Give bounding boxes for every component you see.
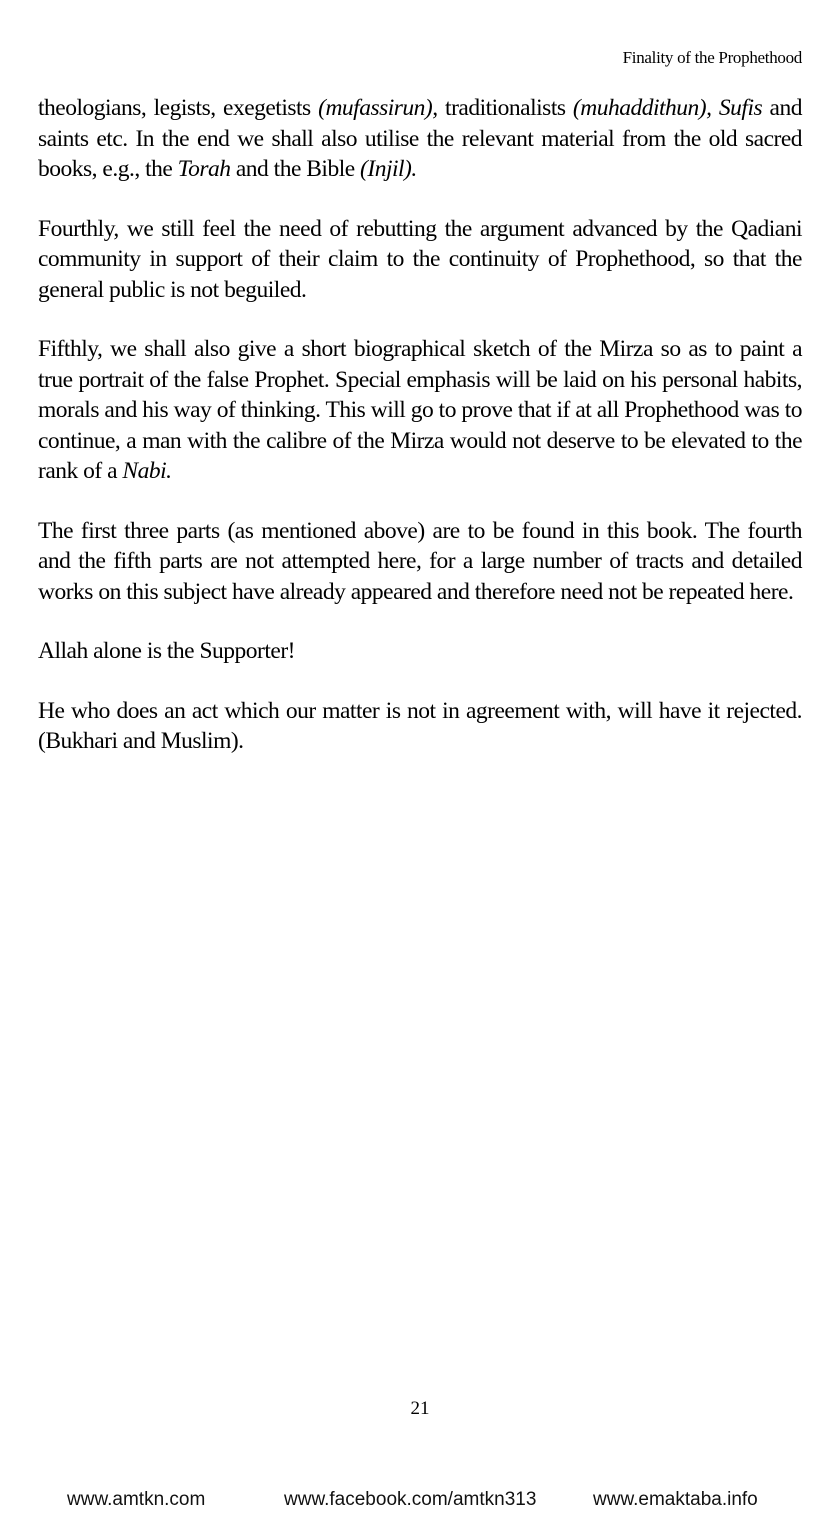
paragraph-5: Allah alone is the Supporter!	[38, 638, 295, 664]
paragraph-4: The first three parts (as mentioned above) are to be found in this book. The fourth and the fifth parts are not attempted here, for a large number of tracts and detailed works on this subject have already appeared and therefore need not be repeated here.	[38, 517, 802, 605]
paragraph-6: He who does an act which our matter is not in agreement with, will have it rejected. (Bukhari and Muslim).	[38, 697, 802, 754]
paragraph-2: Fourthly, we still feel the need of rebutting the argument advanced by the Qadiani community in support of their claim to the continuity of Prophethood, so that the general public is not beguiled.	[38, 215, 802, 303]
italic-term: Torah	[177, 156, 231, 182]
main-text	[38, 93, 802, 757]
footer-link-facebook[interactable]: www.facebook.com/amtkn313	[284, 1489, 537, 1510]
footer-link-emaktaba[interactable]: www.emaktaba.info	[593, 1489, 758, 1510]
page-number: 21	[410, 1398, 430, 1419]
text-run: Fifthly, we shall also give a short biographical sketch of the Mirza so as to paint a true portrait of the false Prophet. Special emphasis will be laid on his personal habits, morals and his way of thinking. This will go to prove that if at all Prophethood was to continue, a man with the calibre of the Mirza would not deserve to be elevated to the rank of a	[38, 336, 802, 484]
text-run: traditionalists	[437, 95, 573, 121]
italic-term: (muhaddithun), Sufis	[572, 95, 763, 121]
footer-link-amtkn[interactable]: www.amtkn.com	[67, 1489, 206, 1510]
text-run: and the Bible	[230, 156, 361, 182]
italic-term: Nabi.	[122, 458, 172, 484]
paragraph-3	[38, 334, 802, 487]
text-run: and saints etc. In the end we shall also utilise the relevant material from the old sacred books, e.g., the	[38, 95, 802, 182]
text-run: theologians, legists, exegetists	[38, 95, 319, 121]
paragraph-1	[38, 93, 802, 185]
italic-term: (Injil).	[360, 156, 417, 182]
italic-term: (mufassirun),	[318, 95, 438, 121]
running-title: Finality of the Prophethood	[622, 48, 802, 67]
